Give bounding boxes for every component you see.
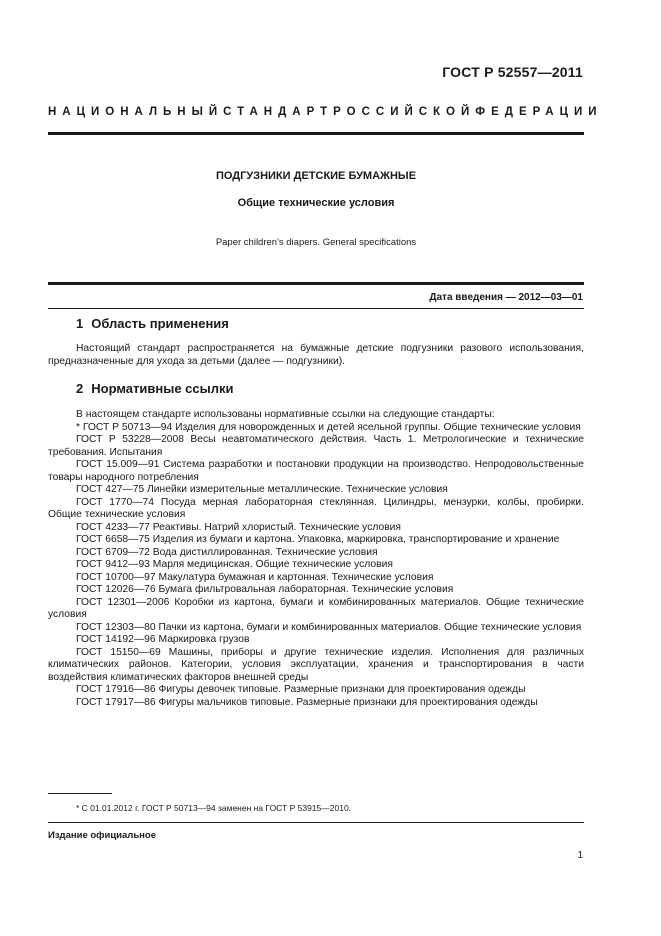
- reference-item: ГОСТ 17917—86 Фигуры мальчиков типовые. Размерные признаки для проектирования одежды: [76, 696, 538, 708]
- reference-item: ГОСТ 4233—77 Реактивы. Натрий хлористый. Технические условия: [76, 521, 401, 533]
- footer-divider: [48, 822, 584, 823]
- footnote-divider: [48, 793, 112, 794]
- reference-item: ГОСТ 6658—75 Изделия из бумаги и картона. Упаковка, маркировка, транспортирование и хранение: [76, 534, 560, 545]
- reference-item: ГОСТ 10700—97 Макулатура бумажная и картонная. Технические условия: [76, 571, 434, 583]
- edition-label: Издание официальное: [48, 830, 156, 841]
- section-title: Область применения: [91, 316, 229, 331]
- reference-item: ГОСТ Р 53228—2008 Весы неавтоматического действия. Часть 1. Метрологические и технические требования. Испытания: [48, 434, 584, 458]
- header-divider: [48, 132, 584, 135]
- reference-item: ГОСТ 15150—69 Машины, приборы и другие технические изделия. Исполнения для различных климатических районов. Категории, условия эксплуатации, хранения и транспортирования в части воздействия климатических факторов внешней среды: [48, 646, 584, 683]
- reference-item: ГОСТ 427—75 Линейки измерительные металлические. Технические условия: [76, 484, 448, 495]
- reference-item: * ГОСТ Р 50713—94 Изделия для новорожденных и детей ясельной группы. Общие технические условия: [76, 421, 581, 433]
- section-2-heading: [76, 381, 233, 396]
- english-title: Paper children's diapers. General specifications: [215, 237, 417, 248]
- section-title: Нормативные ссылки: [91, 381, 234, 396]
- page-number: 1: [577, 850, 583, 861]
- section-1-heading: [76, 316, 229, 331]
- date-divider: [48, 308, 584, 309]
- document-subtitle: Общие технические условия: [237, 197, 395, 209]
- banner-word: СТАНДАРТ: [223, 106, 334, 118]
- reference-item: ГОСТ 17916—86 Фигуры девочек типовые. Размерные признаки для проектирования одежды: [76, 684, 526, 695]
- banner-word: ФЕДЕРАЦИИ: [475, 106, 603, 118]
- reference-item: ГОСТ 12303—80 Пачки из картона, бумаги и комбинированных материалов. Общие технические условия: [76, 621, 582, 633]
- normative-references-list: [48, 409, 584, 709]
- standard-banner: [48, 106, 603, 118]
- reference-item: ГОСТ 12301—2006 Коробки из картона, бумаги и комбинированных материалов. Общие технические условия: [48, 596, 584, 620]
- document-code: ГОСТ Р 52557—2011: [442, 64, 583, 80]
- document-title: ПОДГУЗНИКИ ДЕТСКИЕ БУМАЖНЫЕ: [215, 170, 417, 182]
- reference-item: ГОСТ 9412—93 Марля медицинская. Общие технические условия: [76, 559, 393, 570]
- banner-word: НАЦИОНАЛЬНЫЙ: [48, 106, 224, 118]
- introduction-date: Дата введения — 2012—03—01: [429, 292, 583, 303]
- references-intro: В настоящем стандарте использованы нормативные ссылки на следующие стандарты:: [76, 409, 495, 420]
- banner-word: РОССИЙСКОЙ: [333, 106, 476, 118]
- reference-item: ГОСТ 12026—76 Бумага фильтровальная лабораторная. Технические условия: [76, 584, 454, 595]
- title-divider: [48, 282, 584, 285]
- section-number: 2: [76, 381, 84, 396]
- section-number: 1: [76, 316, 84, 331]
- section-1-text: Настоящий стандарт распространяется на бумажные детские подгузники разового использования, предназначенные для ухода за детьми (далее — подгузники).: [48, 343, 584, 368]
- reference-item: ГОСТ 14192—96 Маркировка грузов: [76, 634, 250, 645]
- reference-item: ГОСТ 6709—72 Вода дистиллированная. Технические условия: [76, 546, 378, 558]
- reference-item: ГОСТ 1770—74 Посуда мерная лабораторная стеклянная. Цилиндры, мензурки, колбы, пробирки. Общие технические условия: [48, 496, 584, 520]
- footnote: * С 01.01.2012 г. ГОСТ Р 50713—94 заменен на ГОСТ Р 53915—2010.: [76, 803, 352, 813]
- reference-item: ГОСТ 15.009—91 Система разработки и постановки продукции на производство. Непродовольственные товары народного потребления: [48, 459, 584, 483]
